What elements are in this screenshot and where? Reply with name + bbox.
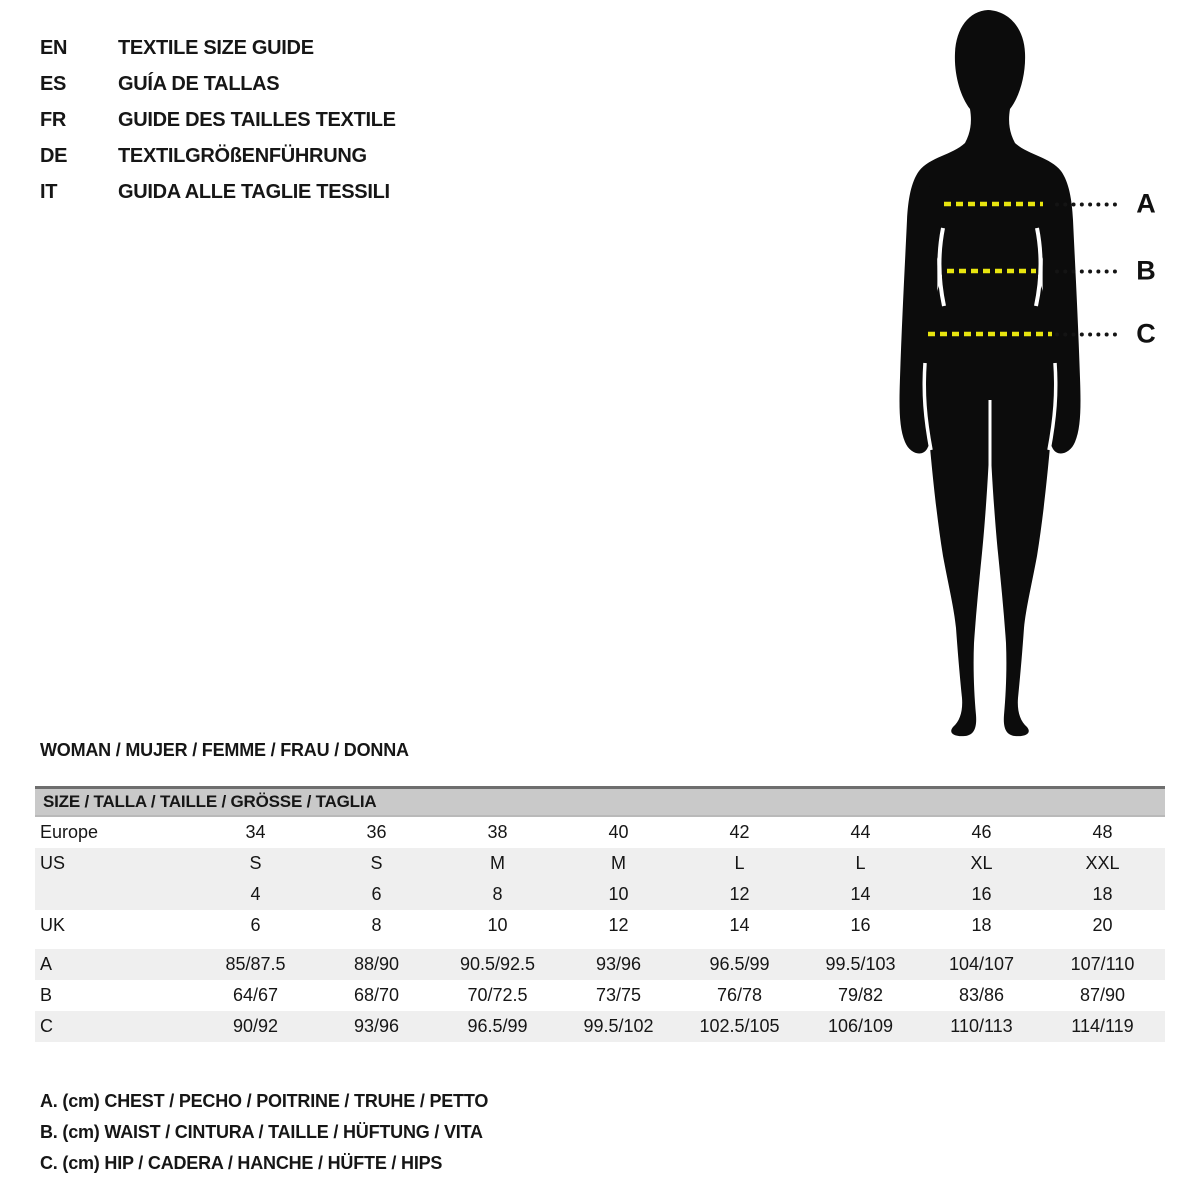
size-cell: XL bbox=[970, 853, 993, 873]
size-cell: 12 bbox=[608, 915, 629, 935]
size-cell: 14 bbox=[850, 884, 871, 904]
size-cell: 79/82 bbox=[837, 985, 884, 1005]
size-cell: 96.5/99 bbox=[467, 1016, 528, 1036]
size-cell: 10 bbox=[487, 915, 508, 935]
measure-marker-a bbox=[1055, 189, 1161, 220]
measurement-legend bbox=[40, 1086, 488, 1179]
size-cell: 102.5/105 bbox=[699, 1016, 780, 1036]
size-cell: 8 bbox=[492, 884, 503, 904]
size-cell: 38 bbox=[487, 822, 508, 842]
size-cell: 42 bbox=[729, 822, 750, 842]
language-code: ES bbox=[40, 72, 67, 95]
marker-label-c: C bbox=[1136, 318, 1156, 349]
row-label: C bbox=[40, 1016, 53, 1036]
marker-label-b: B bbox=[1136, 255, 1156, 286]
size-cell: 85/87.5 bbox=[225, 954, 286, 974]
size-cell: 83/86 bbox=[958, 985, 1005, 1005]
size-cell: 12 bbox=[729, 884, 750, 904]
language-row bbox=[40, 174, 396, 210]
size-cell: 16 bbox=[971, 884, 992, 904]
size-cell: 114/119 bbox=[1071, 1016, 1134, 1036]
legend-line-c: C. (cm) HIP / CADERA / HANCHE / HÜFTE / HIPS bbox=[40, 1153, 443, 1173]
table-row bbox=[35, 980, 1165, 1011]
size-cell: XXL bbox=[1085, 853, 1120, 873]
size-cell: 8 bbox=[371, 915, 382, 935]
size-table-header: SIZE / TALLA / TAILLE / GRÖSSE / TAGLIA bbox=[35, 786, 1165, 817]
table-row bbox=[35, 848, 1165, 879]
language-code: DE bbox=[40, 144, 68, 167]
size-cell: 106/109 bbox=[827, 1016, 894, 1036]
size-cell: 14 bbox=[729, 915, 750, 935]
size-cell: M bbox=[611, 853, 626, 873]
language-code: FR bbox=[40, 108, 67, 131]
table-row bbox=[35, 817, 1165, 848]
size-cell: 64/67 bbox=[232, 985, 279, 1005]
row-label: A bbox=[40, 954, 53, 974]
size-figure bbox=[880, 0, 1200, 748]
language-title: GUIDE DES TAILLES TEXTILE bbox=[118, 108, 396, 131]
measure-marker-c bbox=[1055, 319, 1161, 350]
size-cell: 6 bbox=[250, 915, 261, 935]
size-table bbox=[35, 786, 1165, 1042]
language-title: GUÍA DE TALLAS bbox=[118, 72, 280, 95]
size-cell: 76/78 bbox=[716, 985, 763, 1005]
size-cell: 34 bbox=[245, 822, 266, 842]
size-cell: M bbox=[490, 853, 505, 873]
size-cell: 16 bbox=[850, 915, 871, 935]
size-cell: 107/110 bbox=[1070, 954, 1135, 974]
legend-line-b: B. (cm) WAIST / CINTURA / TAILLE / HÜFTUNG / VITA bbox=[40, 1122, 483, 1142]
size-cell: 18 bbox=[1092, 884, 1113, 904]
table-row bbox=[35, 1011, 1165, 1042]
size-cell: 20 bbox=[1092, 915, 1113, 935]
leader-dotted-line bbox=[1055, 269, 1117, 273]
size-cell: 90/92 bbox=[232, 1016, 279, 1036]
size-cell: 6 bbox=[371, 884, 382, 904]
size-cell: 44 bbox=[850, 822, 871, 842]
size-cell: 10 bbox=[608, 884, 629, 904]
size-cell: 104/107 bbox=[948, 954, 1015, 974]
marker-label-a: A bbox=[1136, 188, 1156, 219]
size-cell: 46 bbox=[971, 822, 992, 842]
size-cell: 93/96 bbox=[595, 954, 642, 974]
size-cell: L bbox=[734, 853, 745, 873]
size-cell: S bbox=[249, 853, 262, 873]
row-label: US bbox=[40, 853, 66, 873]
language-title: TEXTILE SIZE GUIDE bbox=[118, 36, 314, 59]
size-cell: 88/90 bbox=[353, 954, 400, 974]
size-cell: 40 bbox=[608, 822, 629, 842]
leader-dotted-line bbox=[1055, 202, 1117, 206]
table-row bbox=[35, 949, 1165, 980]
size-cell: 73/75 bbox=[595, 985, 642, 1005]
size-cell: 99.5/102 bbox=[583, 1016, 654, 1036]
size-cell: L bbox=[855, 853, 866, 873]
size-cell: 87/90 bbox=[1079, 985, 1126, 1005]
language-code: EN bbox=[40, 36, 68, 59]
size-cell: 110/113 bbox=[950, 1016, 1013, 1036]
size-cell: 4 bbox=[250, 884, 261, 904]
language-row bbox=[40, 102, 396, 138]
size-cell: 68/70 bbox=[353, 985, 400, 1005]
size-table-rows bbox=[35, 817, 1165, 1042]
leader-dotted-line bbox=[1055, 332, 1117, 336]
size-cell: 93/96 bbox=[353, 1016, 400, 1036]
section-title: WOMAN / MUJER / FEMME / FRAU / DONNA bbox=[40, 740, 409, 760]
row-label: B bbox=[40, 985, 53, 1005]
row-label bbox=[35, 879, 195, 910]
size-cell: 70/72.5 bbox=[467, 985, 528, 1005]
size-cell: 99.5/103 bbox=[825, 954, 896, 974]
language-title: GUIDA ALLE TAGLIE TESSILI bbox=[118, 180, 390, 203]
row-label: UK bbox=[40, 915, 66, 935]
language-row bbox=[40, 30, 396, 66]
language-row bbox=[40, 138, 396, 174]
size-cell: 36 bbox=[366, 822, 387, 842]
language-title: TEXTILGRÖßENFÜHRUNG bbox=[118, 144, 367, 167]
size-cell: S bbox=[370, 853, 383, 873]
row-label: Europe bbox=[40, 822, 99, 842]
legend-line-a: A. (cm) CHEST / PECHO / POITRINE / TRUHE / PETTO bbox=[40, 1091, 489, 1111]
measure-marker-b bbox=[1055, 256, 1161, 287]
size-cell: 18 bbox=[971, 915, 992, 935]
language-list bbox=[40, 30, 396, 210]
language-code: IT bbox=[40, 180, 58, 203]
table-row bbox=[35, 879, 1165, 910]
size-cell: 90.5/92.5 bbox=[459, 954, 536, 974]
table-row bbox=[35, 910, 1165, 941]
size-cell: 48 bbox=[1092, 822, 1113, 842]
woman-silhouette-icon bbox=[895, 8, 1085, 738]
size-cell: 96.5/99 bbox=[709, 954, 770, 974]
language-row bbox=[40, 66, 396, 102]
